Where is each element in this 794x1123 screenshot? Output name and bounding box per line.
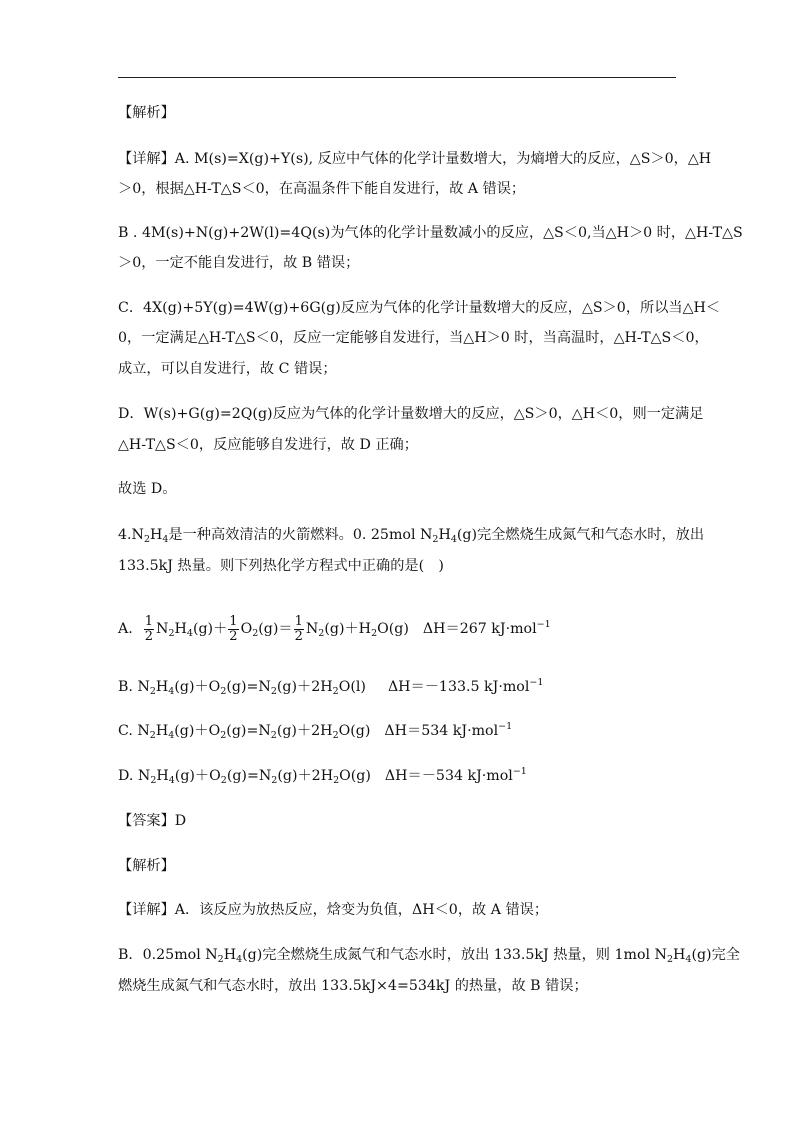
analysis-heading: 【解析】 xyxy=(118,105,175,121)
analysis-c-line2: 0，一定满足△H-T△S＜0，反应一定能够自发进行，当△H＞0 时，当高温时，△H-T△S＜0， xyxy=(118,330,709,346)
option-a: A. $\frac{1}{2}$ $N_2H_4(g)+$ $\frac{1}{2}$ $O_2(g)=$ $\frac{1}{2}$ $N_2(g)+H_2O(g)$ ΔH＝267 kJ·mol$^{-1}$ xyxy=(118,613,551,644)
conclusion: 故选 D。 xyxy=(118,481,177,497)
fraction-half: $\frac{1}{2}$ xyxy=(144,613,154,644)
analysis2-b-line2: 燃烧生成氮气和气态水时，放出 133.5kJ×4=534kJ 的热量，故 B 错误； xyxy=(118,978,588,994)
analysis-a-line1: 【详解】A. M(s)=X(g)+Y(s), 反应中气体的化学计量数增大，为熵增大的反应，△S＞0，△H xyxy=(118,151,712,167)
analysis2-b-line1: B．0.25mol $N_2H_4(g)$完全燃烧生成氮气和气态水时，放出 133.5kJ 热量，则 1mol $N_2H_4(g)$完全 xyxy=(118,947,740,965)
analysis-b-line2: ＞0，一定不能自发进行，故 B 错误； xyxy=(118,255,360,271)
header-rule xyxy=(118,77,676,78)
option-c: C. $N_2H_4(g)+O_2(g)=N_2(g)+2H_2O(g)$ ΔH＝534 kJ·mol$^{-1}$ xyxy=(118,721,513,741)
analysis-b-line1: B . 4M(s)+N(g)+2W(l)=4Q(s)为气体的化学计量数减小的反应，△S＜0,当△H＞0 时，△H-T△S xyxy=(118,225,743,241)
analysis-c-line1: C．4X(g)+5Y(g)=4W(g)+6G(g)反应为气体的化学计量数增大的反应，△S＞0，所以当△H＜ xyxy=(118,300,721,316)
analysis-c-line3: 成立，可以自发进行，故 C 错误； xyxy=(118,361,337,377)
analysis-d-line1: D．W(s)+G(g)=2Q(g)反应为气体的化学计量数增大的反应，△S＞0，△H＜0，则一定满足 xyxy=(118,406,704,422)
question4-stem-line2: 133.5kJ 热量。则下列热化学方程式中正确的是( ) xyxy=(118,558,444,574)
answer: 【答案】D xyxy=(118,813,187,829)
analysis2-heading: 【解析】 xyxy=(118,858,175,874)
fraction-half: $\frac{1}{2}$ xyxy=(294,613,303,644)
option-b: B. $N_2H_4(g)+O_2(g)=N_2(g)+2H_2O(l)$ ΔH＝－133.5 kJ·mol$^{-1}$ xyxy=(118,677,544,697)
question4-stem-line1: $4.N_2H_4$是一种高效清洁的火箭燃料。0. 25mol $N_2H_4(g)$完全燃烧生成氮气和气态水时，放出 xyxy=(118,527,705,545)
analysis-d-line2: △H-T△S＜0，反应能够自发进行，故 D 正确； xyxy=(118,437,418,453)
fraction-half: $\frac{1}{2}$ xyxy=(229,613,238,644)
analysis-a-line2: ＞0，根据△H-T△S＜0，在高温条件下能自发进行，故 A 错误； xyxy=(118,181,526,197)
option-d: D. $N_2H_4(g)+O_2(g)=N_2(g)+2H_2O(g)$ ΔH＝－534 kJ·mol$^{-1}$ xyxy=(118,766,527,786)
analysis2-a: 【详解】A．该反应为放热反应，焓变为负值，ΔH＜0，故 A 错误； xyxy=(118,902,549,918)
